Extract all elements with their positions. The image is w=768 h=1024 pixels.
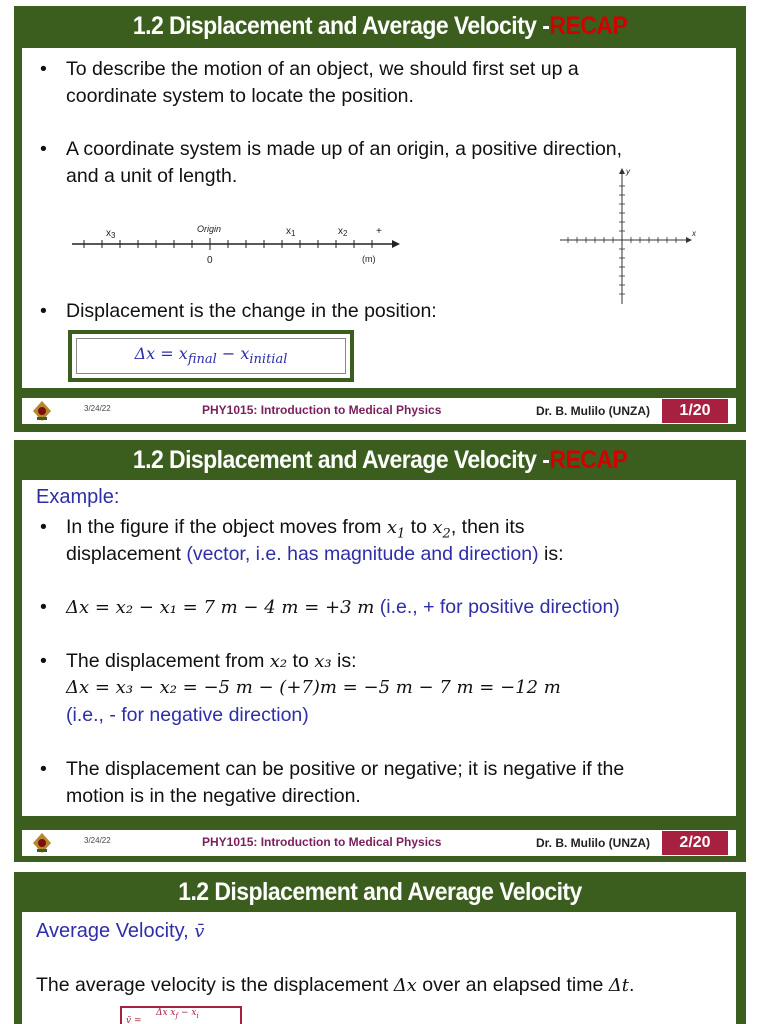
footer-author: Dr. B. Mulilo (UNZA) xyxy=(536,836,650,850)
average-velocity-definition: The average velocity is the displacement Δx over an elapsed time Δt. xyxy=(36,974,635,996)
slide-1-title xyxy=(43,6,716,46)
slide-2-body: Example: • In the figure if the object moves from $x_1$ to $x_2$, then its displacement (vector, i.e. has magnitude and direction) is: • Δx = x₂ − x₁ = 7 m − 4 m = +3 m (i.e., + for positive direction) • The displacement from x₂ to x₃ is: Δx = x₃ − x₂ = −5 m − (+7)m = −5 m − 7 m = −12 m (i.e., - for negative direction) • The displacement can be positive or negative; it is negative if the motion is in the negative direction. xyxy=(22,480,736,816)
coordinate-grid-diagram xyxy=(550,164,700,304)
origin-label: Origin xyxy=(197,224,222,234)
svg-text:x2: $x_2$ xyxy=(338,226,348,238)
displacement-formula-box: $\Delta x = x_{final} - x_{initial}$ xyxy=(68,330,354,382)
slide-1 xyxy=(14,6,746,432)
x1-label: x xyxy=(286,226,291,237)
x3-label: x xyxy=(106,228,111,239)
footer-author: Dr. B. Mulilo (UNZA) xyxy=(536,404,650,418)
average-velocity-heading: Average Velocity, v̄ xyxy=(36,920,205,942)
slide-2-title-text: 1.2 Displacement and Average Velocity - xyxy=(132,445,550,474)
footer-course: PHY1015: Introduction to Medical Physics xyxy=(202,403,442,417)
slide-2 xyxy=(14,440,746,862)
x-axis-label: x xyxy=(692,229,696,238)
example-label: Example: xyxy=(36,486,120,508)
svg-text:x1: $x_1$ xyxy=(286,226,296,238)
x2-label: x xyxy=(338,226,343,237)
number-line-diagram xyxy=(62,218,402,278)
slide-3-title xyxy=(43,872,716,912)
slide-3-body xyxy=(22,912,736,1024)
slide-1-title-text: 1.2 Displacement and Average Velocity - xyxy=(132,11,550,40)
slide-2-footer xyxy=(22,830,736,856)
footer-course: PHY1015: Introduction to Medical Physics xyxy=(202,835,442,849)
svg-text:x3: $x_3$ xyxy=(106,228,116,240)
slide-1-body: • To describe the motion of an object, we should first set up a coordinate system to locate the position. • A coordinate system is made up of an origin, a positive direction, and a unit of length. $x_3$ Origin $x_1$ $x_2$ + 0 (m) y x • Displacement is the change in the position: $\Delta x = x_{final} - x_{initial}$ xyxy=(22,48,736,388)
unza-logo-icon xyxy=(32,400,52,422)
footer-date: 3/24/22 xyxy=(84,404,111,413)
slide-1-recap-label: RECAP xyxy=(549,11,628,40)
y-axis-label: y xyxy=(626,167,630,176)
slide-2-recap-label: RECAP xyxy=(549,445,628,474)
slide-3 xyxy=(14,872,746,1024)
slide-1-footer xyxy=(22,398,736,424)
unza-logo-icon xyxy=(32,832,52,854)
slide-2-title xyxy=(43,440,716,480)
page-number: 1/20 xyxy=(662,399,728,423)
plus-label: + xyxy=(376,226,382,237)
footer-date: 3/24/22 xyxy=(84,836,111,845)
average-velocity-formula-box: v̄ = Δx $x_f - x_i$ xyxy=(120,1006,242,1024)
zero-label: 0 xyxy=(207,255,213,266)
page-number: 2/20 xyxy=(662,831,728,855)
slide-3-title-text: 1.2 Displacement and Average Velocity xyxy=(178,877,582,906)
unit-label: (m) xyxy=(362,254,376,264)
